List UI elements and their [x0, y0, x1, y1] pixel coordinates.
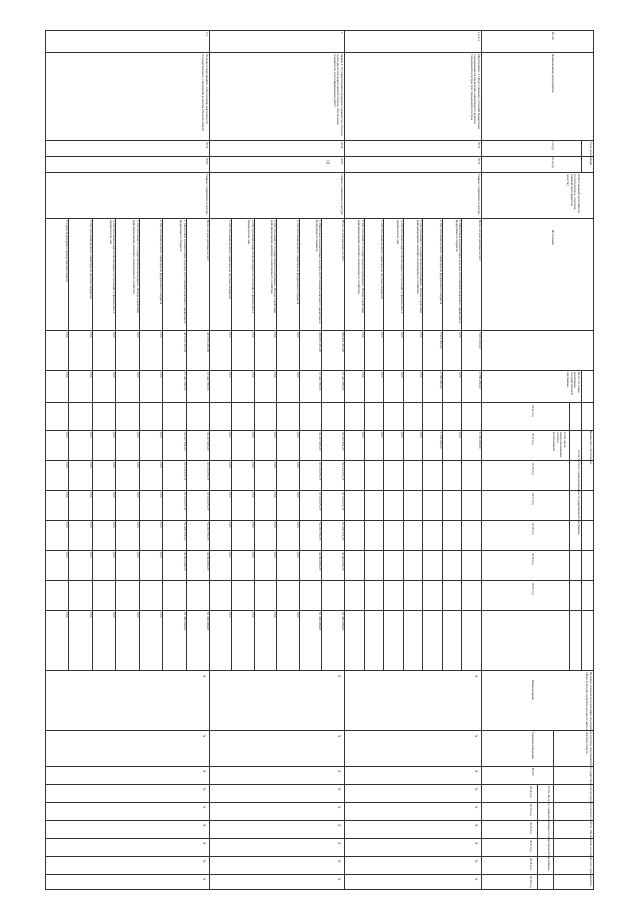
year-value-y2017: 0,00: [65, 492, 70, 498]
year-value-y2015: 0,00: [65, 432, 70, 438]
year-value-y2017: 0,00: [228, 492, 233, 498]
year-value-y2017: 0,00: [296, 492, 300, 498]
header-ind-year-2018: 2018 год: [529, 858, 533, 870]
indicator-mark: х: [336, 735, 341, 738]
indicator-mark: х: [336, 788, 341, 791]
source-label: 4. Поступлений в виде безвозмездных поступлений от физических и юридических лиц: [108, 220, 117, 314]
year-value-y2016: 0,00: [65, 462, 70, 468]
year-value-y2015: 0,00: [228, 432, 233, 438]
indicator-mark: х: [473, 788, 478, 791]
year-value-y2016: 0,00: [228, 462, 233, 468]
column-line: [46, 430, 594, 431]
row-name: Основное мероприятие. Обеспечение деятельности государственного учреждения культуры Омской области: [201, 54, 209, 131]
year-value-y2019: 0,00: [228, 552, 233, 558]
year-value-y2018: 0,00: [159, 522, 164, 528]
year-value-y2014: 0,00: [380, 372, 385, 378]
year-value-y2018: 52 239 751,05: [182, 522, 187, 541]
total-value: 0,00: [399, 332, 404, 338]
header-ind-name: Наименование: [531, 680, 535, 700]
row-num: 2.1: [205, 32, 209, 36]
year-value-y2015: 0,00: [419, 432, 424, 438]
header-year-2019: 2019 год: [531, 553, 535, 565]
year-value-y2014: 0,00: [159, 372, 164, 378]
total-value: 0,00: [88, 332, 93, 338]
year-value-y2014: 0,00: [458, 372, 463, 378]
total-value: 0,00: [458, 332, 463, 338]
year-value-y2020: 0,00: [273, 612, 278, 618]
header-year-2020: 2020 год: [531, 583, 535, 595]
year-value-y2017: 0,00: [159, 492, 164, 498]
year-value-y2015: 0,00: [273, 432, 278, 438]
total-value: 0,00: [228, 332, 233, 338]
total-value: 269 830 481,26: [341, 332, 345, 352]
header-year-2018: 2018 год: [531, 523, 535, 535]
indicator-mark: х: [336, 824, 341, 827]
total-value: 5 916 300,00: [478, 332, 482, 349]
year-value-y2020: 0,00: [159, 612, 164, 618]
header-ind-year-2017: 2017 год: [529, 840, 533, 852]
year-value-y2019: 0,00: [296, 552, 300, 558]
column-line: [46, 218, 594, 219]
year-value-y2015: 0,00: [88, 432, 93, 438]
year-value-y2017: 33 134 071,37: [206, 492, 210, 511]
year-value-y2020: 0,00: [228, 612, 233, 618]
year-value-y2017: 33 134 071,37: [318, 492, 323, 511]
year-value-y2015: 0,00: [296, 432, 300, 438]
column-line: [46, 784, 594, 785]
header-ind-unit: Единица измерения: [531, 732, 535, 759]
header-ind-years-caption: в том числе по годам реализации государственной программы: [547, 786, 551, 871]
year-value-y2015: 3 136 020,00: [478, 432, 482, 449]
column-line: [46, 856, 594, 857]
indicator-mark: х: [201, 675, 206, 678]
indicator-years-line: [538, 784, 539, 890]
total-value: 0,00: [112, 332, 117, 338]
header-name: Наименование мероприятия: [551, 54, 555, 93]
total-value: 5 916 300,00: [438, 332, 443, 349]
total-value: 0,00: [135, 332, 140, 338]
row-from: 2014: [205, 142, 209, 149]
year-value-y2020: 0,00: [296, 612, 300, 618]
year-value-y2018: 52 239 751,05: [318, 522, 323, 541]
source-label: 1. Налоговых и неналоговых доходов, поступлений нецелевого характера из федерального бюджета: [178, 220, 187, 324]
year-value-y2018: 0,00: [251, 522, 255, 528]
source-label: 1. Налоговых и неналоговых доходов, поступлений нецелевого характера из федерального бюджета: [454, 220, 463, 324]
year-value-y2016: 33 134 071,37: [341, 462, 345, 481]
source-label: 6. Поступлений от государственной корпорации - Фонда содействия реформированию жилищно-коммунального хозяйства: [356, 220, 365, 313]
header-period-to: по (год): [551, 157, 555, 168]
column-line: [46, 766, 594, 767]
year-value-y2015: 0,00: [251, 432, 255, 438]
header-by-years: в том числе по годам реализации государственной программы: [577, 450, 581, 535]
header-ind-total: Всего: [531, 768, 535, 776]
year-value-y2014: 15 441 795,53: [206, 372, 210, 391]
year-value-y2015: 0,00: [112, 432, 117, 438]
column-line: [46, 610, 594, 611]
year-value-y2020: 61 499 296,80: [182, 612, 187, 631]
year-value-y2020: 0,00: [135, 612, 140, 618]
row-to: 2020: [205, 158, 209, 165]
header-source: Источники: [551, 230, 555, 245]
indicator-mark: х: [473, 842, 478, 845]
year-value-y2018: 0,00: [228, 522, 233, 528]
year-value-y2018: 0,00: [65, 522, 70, 528]
indicator-mark: х: [201, 878, 206, 881]
source-label: Всего, из них расходы за счет:: [478, 220, 482, 262]
column-line: [46, 330, 594, 331]
column-line: [46, 730, 594, 731]
year-value-y2014: 0,00: [228, 372, 233, 378]
source-label: 3. Поступлений от государственной корпорации - Фонда содействия реформированию жилищно-коммунального хозяйства: [415, 220, 424, 313]
year-value-y2019: 42 964 082,25: [182, 552, 187, 571]
column-line: [46, 874, 594, 875]
frame-right: [46, 889, 594, 890]
header-indicators: Целевые показатели реализации мероприятия (группы мероприятий) государственной программы Омской области. Увеличение посещаемости учреждений в сфере культуры в расчёте на одного жителя Омской области: [585, 672, 593, 887]
source-label: 4. Поступлений в виде безвозмездных поступлений от физических и юридических лиц: [247, 220, 255, 314]
year-value-y2019: 0,00: [65, 552, 70, 558]
year-value-y2016: 0,00: [296, 462, 300, 468]
row-separator: [45, 30, 46, 890]
year-value-y2015: 0,00: [380, 432, 385, 438]
column-line: [46, 802, 594, 803]
year-value-y2020: 61 499 296,80: [206, 612, 210, 631]
header-year-2015: 2015 год: [531, 433, 535, 445]
year-value-y2020: 61 499 296,80: [341, 612, 345, 631]
column-line: [46, 140, 594, 141]
year-value-y2014: 0,00: [88, 372, 93, 378]
header-period-from: с (год): [551, 141, 555, 150]
row-executor: Главное управление культуры: [205, 174, 209, 215]
column-line: [46, 838, 594, 839]
year-value-y2014: 0,00: [251, 372, 255, 378]
column-line: [46, 820, 594, 821]
source-label: 5. Поступлений целевого характера из местных бюджетов: [380, 220, 385, 299]
total-value: 0,00: [380, 332, 385, 338]
header-year-2017: 2017 год: [531, 493, 535, 505]
indicator-mark: х: [473, 675, 478, 678]
indicator-mark: х: [201, 842, 206, 845]
source-label: 2. Поступлений целевого характера из федерального бюджета: [159, 220, 164, 305]
indicator-mark: х: [336, 675, 341, 678]
year-value-y2020: 0,00: [112, 612, 117, 618]
source-label: 5. Поступлений целевого характера из местных бюджетов: [88, 220, 93, 299]
row-num: 1.2.2.4: [477, 32, 481, 41]
year-value-y2014: 0,00: [112, 372, 117, 378]
year-value-y2018: 0,00: [135, 522, 140, 528]
row-to: 2020: [340, 158, 344, 165]
header-year-2016: 2016 год: [531, 463, 535, 475]
year-value-y2015: 3 136 020,00: [438, 432, 443, 449]
year-value-y2018: 0,00: [112, 522, 117, 528]
source-label: 4. Поступлений в виде безвозмездных поступлений от физических и юридических лиц: [396, 220, 404, 314]
indicator-mark: х: [336, 770, 341, 773]
row-executor: Главное управление культуры: [340, 174, 344, 215]
year-value-y2017: 33 134 071,37: [182, 492, 187, 511]
indicator-mark: х: [201, 806, 206, 809]
row-from: 2014: [477, 142, 481, 149]
row-executor: Главное управление культуры: [477, 174, 481, 215]
year-value-y2016: 33 134 071,37: [206, 462, 210, 481]
year-value-y2016: 33 134 071,37: [318, 462, 323, 481]
indicator-mark: х: [473, 735, 478, 738]
header-executor: Ответственный исполнитель (соисполнитель, участник, главный распорядитель средств): [565, 174, 581, 214]
year-value-y2014: 0,00: [419, 372, 424, 378]
year-value-y2014: 0,00: [273, 372, 278, 378]
source-label: 3. Поступлений от государственной корпорации - Фонда содействия реформированию жилищно-коммунального хозяйства: [269, 220, 278, 313]
indicator-mark: х: [336, 842, 341, 845]
indicator-mark: х: [201, 860, 206, 863]
year-value-y2017: 0,00: [135, 492, 140, 498]
column-line: [46, 670, 594, 671]
source-label: 5. Поступлений целевого характера из местных бюджетов: [228, 220, 233, 299]
total-value: 0,00: [360, 332, 365, 338]
total-value: 0,00: [251, 332, 255, 338]
indicator-mark: х: [201, 770, 206, 773]
column-line: [46, 156, 594, 157]
year-value-y2018: 0,00: [273, 522, 278, 528]
indicator-mark: х: [473, 878, 478, 881]
year-value-y2015: 0,00: [135, 432, 140, 438]
year-value-y2016: 0,00: [251, 462, 255, 468]
year-value-y2020: 61 499 296,80: [318, 612, 323, 631]
year-value-y2015: 0,00: [360, 432, 365, 438]
source-label: 1. Налоговых и неналоговых доходов, поступлений нецелевого характера из федерального бюджета: [314, 220, 323, 324]
year-value-y2014: 0,00: [65, 372, 70, 378]
year-value-y2014: 15 441 795,53: [318, 372, 323, 391]
indicator-mark: х: [473, 824, 478, 827]
year-value-y2020: 0,00: [88, 612, 93, 618]
source-label: 3. Поступлений от государственной корпорации - Фонда содействия реформированию жилищно-коммунального хозяйства: [132, 220, 140, 313]
header-ind-year-2016: 2016 год: [529, 822, 533, 834]
year-value-y2018: 0,00: [296, 522, 300, 528]
year-value-y2015: 34 217 297,23: [182, 432, 187, 451]
row-num: 2: [340, 32, 344, 34]
year-value-y2019: 42 964 082,25: [318, 552, 323, 571]
year-value-y2018: 52 239 751,05: [206, 522, 210, 541]
year-value-y2016: 0,00: [135, 462, 140, 468]
source-label: Всего, из них расходы за счет:: [341, 220, 345, 262]
year-value-y2015: 0,00: [159, 432, 164, 438]
total-value: 269 830 481,26: [318, 332, 323, 352]
year-value-y2014: 0,00: [360, 372, 365, 378]
year-value-y2014: 0,00: [399, 372, 404, 378]
header-num: № п/п: [551, 32, 555, 41]
indicator-mark: х: [201, 788, 206, 791]
indicator-sub-line: [554, 730, 555, 890]
indicator-mark: х: [473, 806, 478, 809]
budget-table: [40, 30, 600, 890]
row-name: Задача 2. Государственная поддержка сохранности объектов культурного наследия Омской области, обеспечение сохранности и реставрационных работ: [332, 54, 344, 136]
column-line: [46, 172, 594, 173]
row-separator: [344, 30, 345, 890]
year-value-y2017: 0,00: [273, 492, 278, 498]
row-to: 2015: [477, 158, 481, 165]
year-value-y2015: 0,00: [458, 432, 463, 438]
total-value: 0,00: [296, 332, 300, 338]
year-value-y2014: 15 441 795,53: [182, 372, 187, 391]
column-line: [46, 370, 594, 371]
indicator-mark: х: [473, 770, 478, 773]
indicator-mark: х: [336, 806, 341, 809]
total-value: 0,00: [419, 332, 424, 338]
year-value-y2015: 0,00: [399, 432, 404, 438]
indicator-mark: х: [336, 878, 341, 881]
total-value: 0,00: [273, 332, 278, 338]
year-value-y2020: 0,00: [65, 612, 70, 618]
header-incl-budget: в том числе неиспользованные остатки ассигнований: [551, 432, 567, 458]
indicator-mark: х: [336, 860, 341, 863]
row-separator: [209, 30, 210, 890]
year-value-y2019: 0,00: [159, 552, 164, 558]
row-name: Мероприятие 4. Предоставление субсидий бюджетным учреждениям на проведение капитального ремонта учреждений культуры для учреждений культуры: [469, 54, 481, 130]
year-value-y2015: 34 217 297,23: [318, 432, 323, 451]
total-value: 0,00: [65, 332, 70, 338]
source-label: 2. Поступлений целевого характера из федерального бюджета: [438, 220, 443, 305]
year-value-y2015: 34 217 297,23: [206, 432, 210, 451]
header-ind-year-2019: 2019 год: [529, 876, 533, 888]
year-value-y2017: 0,00: [251, 492, 255, 498]
year-value-y2017: 0,00: [88, 492, 93, 498]
indicator-mark: х: [201, 824, 206, 827]
header-financing: Финансовое обеспечение: [589, 430, 593, 465]
header-ind-year-2015: 2015 год: [529, 804, 533, 816]
year-value-y2015: 34 217 297,23: [341, 432, 345, 451]
year-value-y2019: 0,00: [112, 552, 117, 558]
year-value-y2018: 52 239 751,05: [341, 522, 345, 541]
year-value-y2016: 0,00: [159, 462, 164, 468]
year-value-y2014: 0,00: [135, 372, 140, 378]
year-value-y2019: 0,00: [135, 552, 140, 558]
indicator-mark: х: [473, 860, 478, 863]
header-ind-year-2014: 2014 год: [529, 786, 533, 798]
source-label: 6. Средств резервного фонда Омской области: [65, 220, 70, 282]
row-from: 2014: [340, 142, 344, 149]
year-value-y2014: 15 441 795,53: [341, 372, 345, 391]
year-value-y2016: 0,00: [273, 462, 278, 468]
total-value: 481 050 481,36: [206, 332, 210, 352]
source-label: Всего, из них расходы за счет:: [206, 220, 210, 262]
total-value: 481 050 481,36: [182, 332, 187, 352]
year-value-y2020: 0,00: [251, 612, 255, 618]
source-label: 2. Поступлений целевого характера из федерального бюджета: [296, 220, 300, 305]
year-value-y2018: 0,00: [88, 522, 93, 528]
header-period: Срок реализации: [589, 142, 593, 166]
year-value-y2014: 2 780 280,00: [438, 372, 443, 389]
page-number: 10: [325, 160, 331, 165]
frame-left: [46, 30, 594, 31]
year-value-y2019: 0,00: [88, 552, 93, 558]
year-value-y2017: 33 134 071,37: [341, 492, 345, 511]
year-value-y2019: 0,00: [273, 552, 278, 558]
year-value-y2016: 0,00: [88, 462, 93, 468]
total-value: 0,00: [159, 332, 164, 338]
year-value-y2014: 0,00: [296, 372, 300, 378]
column-line: [46, 52, 594, 53]
indicator-mark: х: [201, 735, 206, 738]
year-value-y2019: 0,00: [251, 552, 255, 558]
year-value-y2017: 0,00: [112, 492, 117, 498]
header-year-2014: 2014 год: [531, 405, 535, 417]
year-value-y2014: 2 780 280,00: [478, 372, 482, 389]
header-total: Всего по годам реализации государственной программы: [565, 372, 581, 395]
year-value-y2016: 0,00: [112, 462, 117, 468]
year-value-y2019: 42 964 082,25: [206, 552, 210, 571]
rotated-table: [40, 30, 600, 890]
year-value-y2016: 33 134 071,37: [182, 462, 187, 481]
year-value-y2019: 42 964 082,25: [341, 552, 345, 571]
